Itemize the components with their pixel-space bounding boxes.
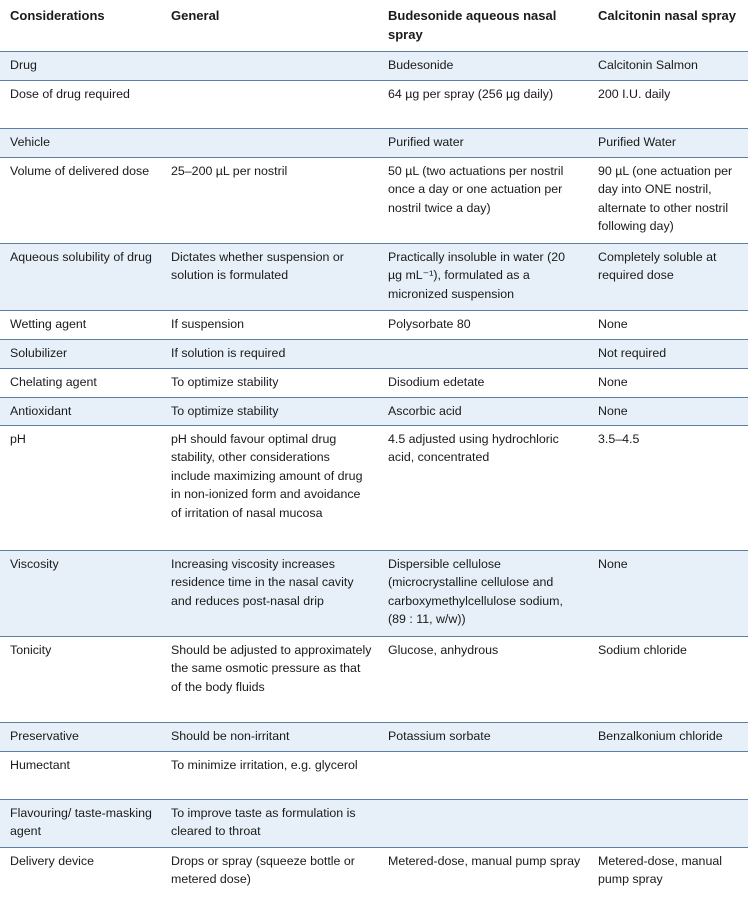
cell-consideration: Preservative	[0, 722, 161, 751]
header-general: General	[171, 8, 220, 23]
table-row	[0, 157, 748, 243]
cell-general: pH should favour optimal drug stability, other considerations include maximizing amount of drug in non-ionized form and avoidance of irritation of nasal mucosa	[161, 425, 378, 550]
cell-budesonide	[378, 339, 588, 368]
table-row	[0, 339, 748, 368]
cell-budesonide: 64 µg per spray (256 µg daily)	[378, 80, 588, 128]
table-row	[0, 80, 748, 128]
cell-calcitonin: Calcitonin Salmon	[588, 51, 748, 80]
cell-general	[161, 80, 378, 128]
cell-calcitonin: Purified Water	[588, 128, 748, 157]
cell-general: Increasing viscosity increases residence time in the nasal cavity and reduces post-nasal drip	[161, 550, 378, 636]
cell-general	[161, 51, 378, 80]
cell-budesonide: Polysorbate 80	[378, 310, 588, 339]
cell-calcitonin	[588, 799, 748, 847]
table-header	[0, 0, 748, 51]
cell-consideration: Antioxidant	[0, 397, 161, 425]
cell-budesonide	[378, 751, 588, 799]
cell-general: To minimize irritation, e.g. glycerol	[161, 751, 378, 799]
cell-calcitonin: Sodium chloride	[588, 636, 748, 722]
cell-calcitonin: Metered-dose, manual pump spray	[588, 847, 748, 895]
cell-consideration: Wetting agent	[0, 310, 161, 339]
table-row	[0, 799, 748, 847]
cell-budesonide: Glucose, anhydrous	[378, 636, 588, 722]
cell-consideration: Drug	[0, 51, 161, 80]
cell-consideration: Volume of delivered dose	[0, 157, 161, 243]
cell-general: If suspension	[161, 310, 378, 339]
cell-consideration: Viscosity	[0, 550, 161, 636]
header-considerations: Considerations	[10, 8, 105, 23]
cell-general: To improve taste as formulation is cleared to throat	[161, 799, 378, 847]
cell-consideration: Humectant	[0, 751, 161, 799]
cell-budesonide: Metered-dose, manual pump spray	[378, 847, 588, 895]
table-body	[0, 51, 748, 895]
cell-general: Dictates whether suspension or solution is formulated	[161, 243, 378, 310]
cell-calcitonin: None	[588, 397, 748, 425]
header-calcitonin: Calcitonin nasal spray	[598, 8, 736, 23]
header-row	[0, 0, 748, 51]
cell-calcitonin: None	[588, 368, 748, 397]
table-row	[0, 368, 748, 397]
table-row	[0, 128, 748, 157]
cell-general: If solution is required	[161, 339, 378, 368]
table-row	[0, 243, 748, 310]
cell-calcitonin: Not required	[588, 339, 748, 368]
table-row	[0, 550, 748, 636]
cell-consideration: Aqueous solubility of drug	[0, 243, 161, 310]
cell-budesonide: Purified water	[378, 128, 588, 157]
cell-budesonide	[378, 799, 588, 847]
cell-general: To optimize stability	[161, 397, 378, 425]
cell-consideration: Chelating agent	[0, 368, 161, 397]
table-row	[0, 397, 748, 425]
cell-calcitonin: 3.5–4.5	[588, 425, 748, 550]
cell-general: 25–200 µL per nostril	[161, 157, 378, 243]
cell-budesonide: 50 µL (two actuations per nostril once a day or one actuation per nostril twice a day)	[378, 157, 588, 243]
table-row	[0, 751, 748, 799]
cell-budesonide: Ascorbic acid	[378, 397, 588, 425]
cell-consideration: Solubilizer	[0, 339, 161, 368]
cell-budesonide: 4.5 adjusted using hydrochloric acid, concentrated	[378, 425, 588, 550]
cell-consideration: Vehicle	[0, 128, 161, 157]
cell-general: To optimize stability	[161, 368, 378, 397]
cell-calcitonin: 90 µL (one actuation per day into ONE nostril, alternate to other nostril following day)	[588, 157, 748, 243]
cell-budesonide: Practically insoluble in water (20 µg mL⁻¹), formulated as a micronized suspension	[378, 243, 588, 310]
table-row	[0, 51, 748, 80]
table-row	[0, 636, 748, 722]
cell-calcitonin: 200 I.U. daily	[588, 80, 748, 128]
table-row	[0, 425, 748, 550]
cell-budesonide: Dispersible cellulose (microcrystalline cellulose and carboxymethylcellulose sodium, (89 : 11, w/w))	[378, 550, 588, 636]
cell-consideration: pH	[0, 425, 161, 550]
cell-general: Drops or spray (squeeze bottle or metered dose)	[161, 847, 378, 895]
table-row	[0, 310, 748, 339]
table-row	[0, 847, 748, 895]
cell-calcitonin: Completely soluble at required dose	[588, 243, 748, 310]
cell-consideration: Flavouring/ taste-masking agent	[0, 799, 161, 847]
cell-consideration: Dose of drug required	[0, 80, 161, 128]
cell-calcitonin	[588, 751, 748, 799]
cell-budesonide: Budesonide	[378, 51, 588, 80]
cell-calcitonin: None	[588, 550, 748, 636]
cell-budesonide: Disodium edetate	[378, 368, 588, 397]
cell-consideration: Delivery device	[0, 847, 161, 895]
table-row	[0, 722, 748, 751]
cell-consideration: Tonicity	[0, 636, 161, 722]
cell-calcitonin: Benzalkonium chloride	[588, 722, 748, 751]
cell-general: Should be non-irritant	[161, 722, 378, 751]
cell-budesonide: Potassium sorbate	[378, 722, 588, 751]
cell-general: Should be adjusted to approximately the same osmotic pressure as that of the body fluids	[161, 636, 378, 722]
header-budesonide: Budesonide aqueous nasal spray	[388, 8, 557, 42]
cell-calcitonin: None	[588, 310, 748, 339]
cell-general	[161, 128, 378, 157]
